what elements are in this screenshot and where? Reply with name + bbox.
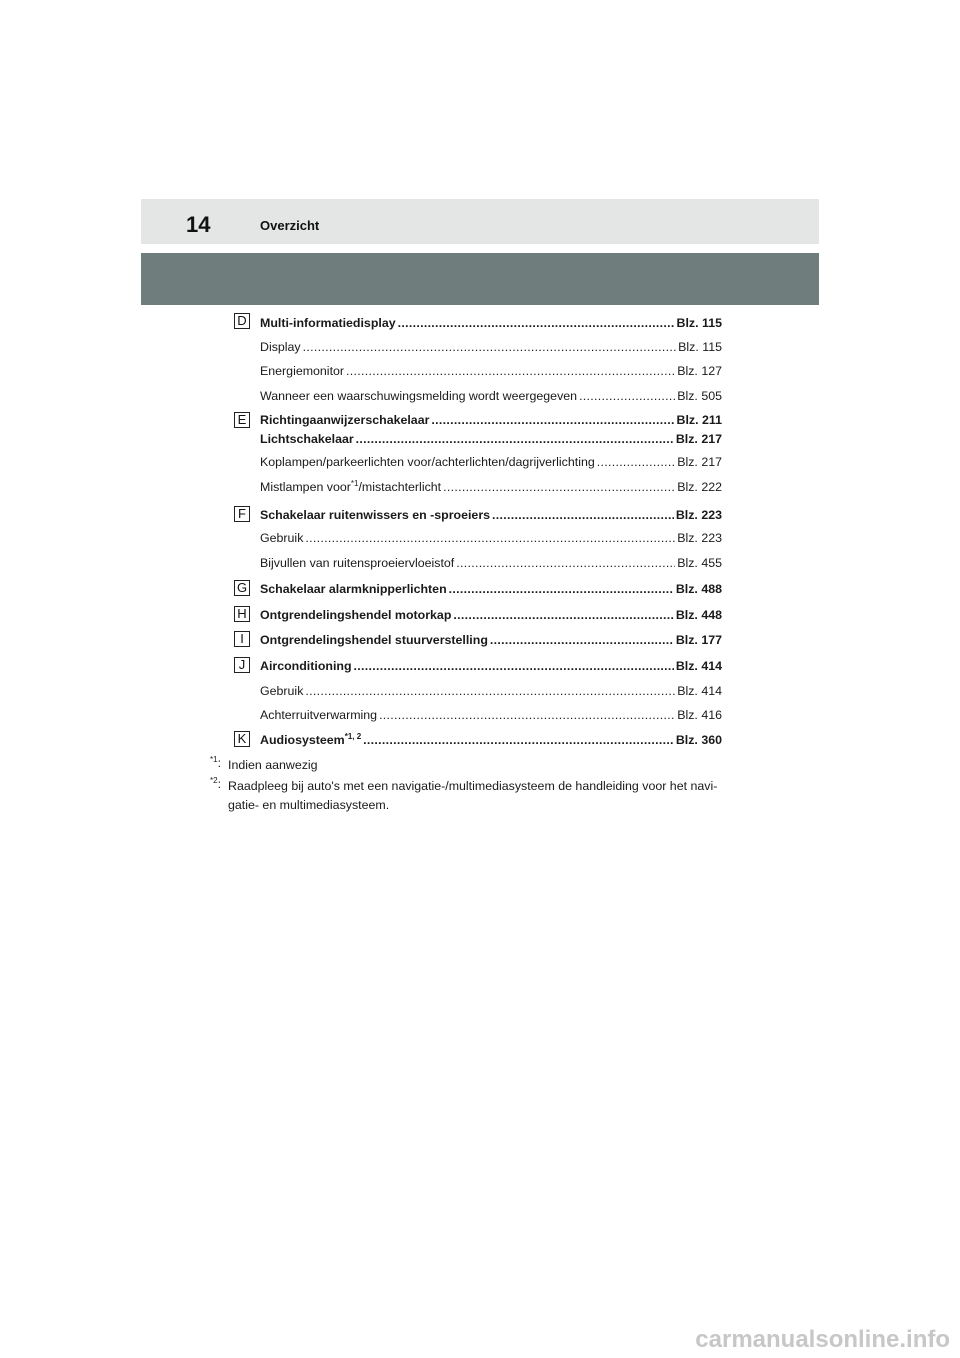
toc-page-reference: Blz. 414 [677, 684, 722, 698]
leader-dots [363, 733, 674, 747]
toc-entry-title-text: Ontgrendelingshendel stuurverstelling [260, 633, 488, 647]
footnote-reference: *1 [350, 478, 359, 488]
toc-page-reference: Blz. 223 [677, 531, 722, 545]
section-marker-g: G [234, 580, 250, 596]
section-marker-d: D [234, 313, 250, 329]
leader-dots [431, 413, 674, 427]
leader-dots [379, 708, 675, 722]
toc-entry-title-text: Gebruik [260, 531, 304, 545]
footnote-mark-text: *2 [210, 775, 218, 785]
leader-dots [305, 684, 675, 698]
watermark: carmanualsonline.info [695, 1326, 950, 1353]
leader-dots [354, 659, 674, 673]
toc-entry-title-text: Audiosysteem [260, 733, 345, 747]
toc-entry [260, 364, 722, 378]
toc-page-reference: Blz. 127 [677, 364, 722, 378]
toc-entry [260, 508, 722, 522]
toc-entry-title-text: Schakelaar alarmknipperlichten [260, 582, 447, 596]
toc-entry-title [260, 316, 396, 330]
toc-entry [260, 432, 722, 446]
toc-page-reference: Blz. 115 [678, 340, 722, 354]
leader-dots [453, 608, 673, 622]
figure-band [141, 253, 819, 305]
toc-entry-title-text: Richtingaanwijzerschakelaar [260, 413, 430, 427]
section-marker-f: F [234, 506, 250, 522]
leader-dots [303, 340, 677, 354]
leader-dots [356, 432, 674, 446]
toc-entry-title-text: Koplampen/parkeerlichten voor/achterlichten/dagrijverlichting [260, 455, 595, 469]
footnote-text: Indien aanwezig [228, 758, 318, 772]
toc-entry-title [260, 708, 377, 722]
section-marker-k: K [234, 731, 250, 747]
toc-entry [260, 633, 722, 647]
section-marker-j: J [234, 657, 250, 673]
toc-entry [260, 733, 722, 747]
toc-page-reference: Blz. 360 [675, 733, 722, 747]
toc-entry [260, 556, 722, 570]
toc-entry [260, 316, 722, 330]
toc-page-reference: Blz. 217 [677, 455, 722, 469]
toc-entry [260, 413, 722, 427]
toc-page-reference: Blz. 217 [675, 432, 722, 446]
toc-entry-title-text: Energiemonitor [260, 364, 345, 378]
leader-dots [490, 633, 674, 647]
toc-entry-title [260, 389, 577, 403]
toc-entry-title-text: Bijvullen van ruitensproeiervloeistof [260, 556, 455, 570]
toc-page-reference: Blz. 448 [675, 608, 722, 622]
toc-entry-title [260, 432, 354, 446]
toc-entry-title [260, 413, 429, 427]
leader-dots [492, 508, 674, 522]
toc-entry-title [260, 364, 344, 378]
toc-entry-title-text: Lichtschakelaar [260, 432, 354, 446]
toc-entry-title-text: Wanneer een waarschuwingsmelding wordt weergegeven [260, 389, 578, 403]
toc-entry-title-text: Display [260, 340, 301, 354]
toc-entry [260, 389, 722, 403]
toc-entry-title [260, 608, 451, 622]
section-marker-h: H [234, 606, 250, 622]
toc-entry-title [260, 531, 303, 545]
toc-entry-title [260, 684, 303, 698]
toc-page-reference: Blz. 222 [677, 480, 722, 494]
toc-entry-title-text: Achterruitverwarming [260, 708, 378, 722]
toc-entry [260, 708, 722, 722]
toc-page-reference: Blz. 416 [677, 708, 722, 722]
toc-entry-title [260, 582, 447, 596]
toc-entry-title [260, 455, 595, 469]
section-marker-i: I [234, 631, 250, 647]
toc-page-reference: Blz. 505 [677, 389, 722, 403]
toc-entry-title-text: Mistlampen voor [260, 480, 351, 494]
footnote [210, 754, 318, 772]
leader-dots [449, 582, 674, 596]
page-number: 14 [186, 212, 211, 237]
footnote-reference: *1, 2 [344, 731, 362, 741]
toc-page-reference: Blz. 488 [675, 582, 722, 596]
toc-page-reference: Blz. 115 [676, 316, 722, 330]
footnote [210, 775, 718, 812]
leader-dots [597, 455, 675, 469]
leader-dots [579, 389, 675, 403]
toc-entry-title-text: Multi-informatiedisplay [260, 316, 396, 330]
leader-dots [456, 556, 675, 570]
toc-entry [260, 659, 722, 673]
page-header-bar [141, 199, 819, 244]
toc-entry-title [260, 556, 454, 570]
toc-entry [260, 684, 722, 698]
toc-page-reference: Blz. 414 [675, 659, 722, 673]
footnote-mark: $^{*1}$: [210, 754, 222, 770]
toc-entry [260, 608, 722, 622]
leader-dots [305, 531, 675, 545]
leader-dots [443, 480, 675, 494]
section-marker-e: E [234, 412, 250, 428]
toc-entry-title [260, 659, 352, 673]
leader-dots [398, 316, 675, 330]
toc-entry-title [260, 480, 441, 494]
toc-entry [260, 480, 722, 494]
toc-entry-title [260, 633, 488, 647]
toc-entry-title [260, 340, 301, 354]
toc-entry [260, 531, 722, 545]
toc-page-reference: Blz. 177 [675, 633, 722, 647]
toc-entry [260, 340, 722, 354]
toc-entry-title [260, 508, 490, 522]
toc-entry [260, 455, 722, 469]
leader-dots [346, 364, 675, 378]
toc-entry-title-text: Schakelaar ruitenwissers en -sproeiers [260, 508, 491, 522]
footnote-text: Raadpleeg bij auto's met een navigatie-/multimediasysteem de handleiding voor het navi- gatie- en multimediasysteem. [228, 779, 718, 812]
toc-entry [260, 582, 722, 596]
toc-entry-title [260, 733, 361, 747]
footnote-mark-text: *1 [210, 754, 218, 764]
toc-entry-title-suffix: /mistachterlicht [358, 480, 442, 494]
toc-page-reference: Blz. 223 [675, 508, 722, 522]
toc-entry-title-text: Airconditioning [260, 659, 352, 673]
section-title: Overzicht [260, 218, 320, 233]
toc-entry-title-text: Ontgrendelingshendel motorkap [260, 608, 452, 622]
footnote-mark: $^{*2}$: [210, 775, 222, 791]
toc-page-reference: Blz. 455 [677, 556, 722, 570]
toc-page-reference: Blz. 211 [676, 413, 722, 427]
toc-entry-title-text: Gebruik [260, 684, 304, 698]
